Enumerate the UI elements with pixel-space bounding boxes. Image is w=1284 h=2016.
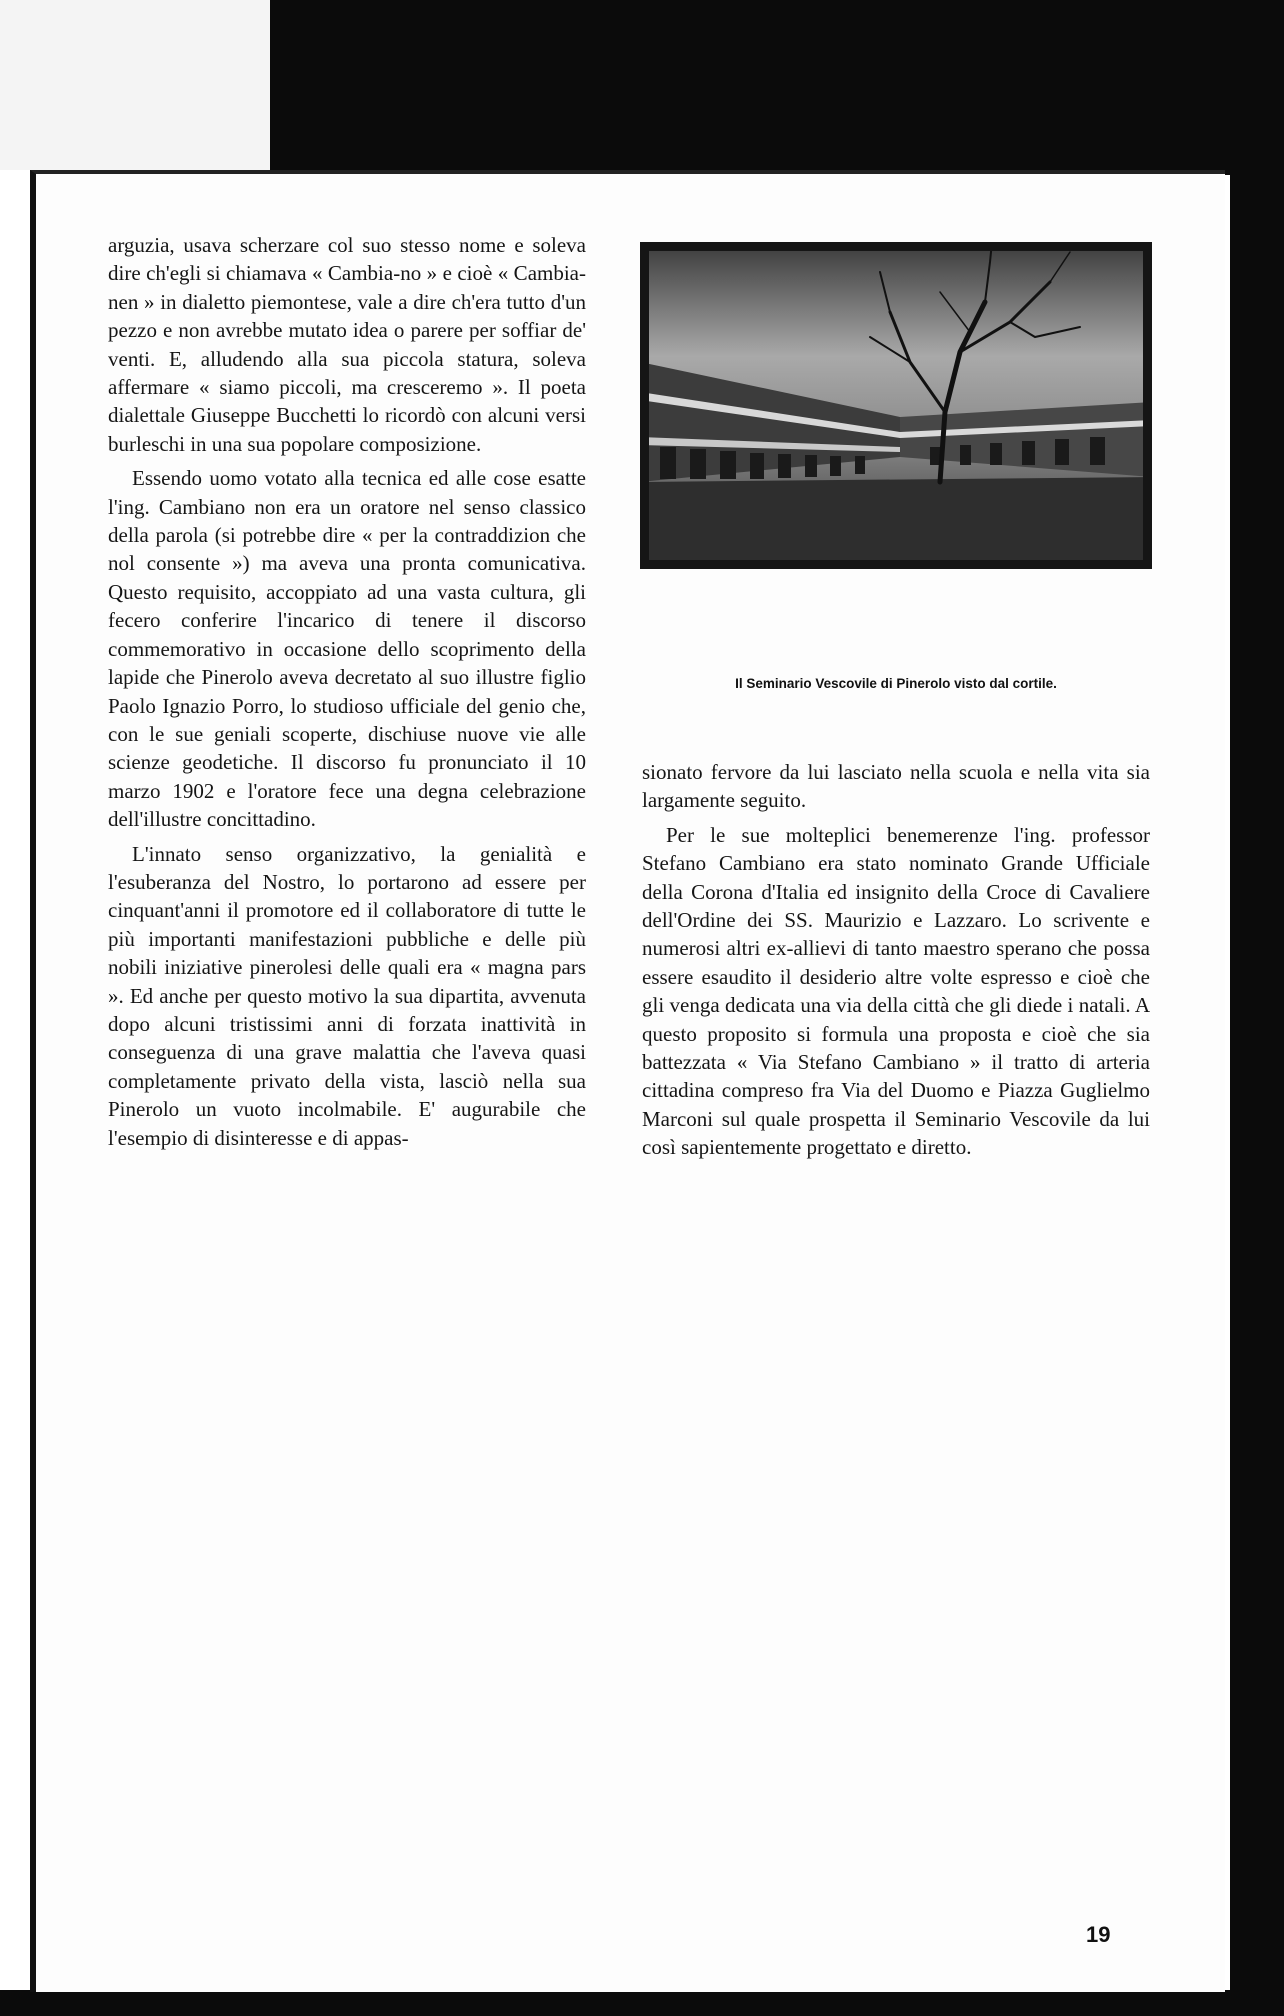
paragraph: L'innato senso organizzativo, la genialità e l'esuberanza del Nostro, lo portarono ad essere per cinquant'anni il promotore ed il collaboratore di tutte le più importanti manifestazioni pubbliche e delle più nobili iniziative pinerolesi delle quali era « magna pars ». Ed anche per questo motivo la sua dipartita, avvenuta dopo alcuni tristissimi anni di forzata inattività in conseguenza di una grave malattia che l'aveva quasi completamente privato della vista, lasciò nella sua Pinerolo un vuoto incolmabile. E' augurabile che l'esempio di disinteresse e di appas- — [108, 841, 586, 1150]
left-text-column — [108, 231, 586, 1152]
document-page — [30, 170, 1225, 1992]
right-text-column — [642, 758, 1150, 1162]
scan-margin-left — [0, 0, 270, 170]
paragraph: Per le sue molteplici benemerenze l'ing. professor Stefano Cambiano era stato nominato Grande Ufficiale della Corona d'Italia ed insignito della Croce di Cavaliere dell'Ordine dei SS. Maurizio e Lazzaro. Lo scrivente e numerosi altri ex-allievi di tanto maestro sperano che possa essere esaudito il desiderio altre volte espresso e cioè che gli venga dedicata una via della città che gli diede i natali. A questo proposito si formula una proposta e cioè che sia battezzata « Via Stefano Cambiano » il tratto di arteria cittadina compreso fra Via del Duomo e Piazza Guglielmo Marconi sul quale prospetta il Seminario Vescovile da lui così sapientemente progettato e diretto. — [642, 822, 1150, 1160]
page-number: 19 — [1086, 1922, 1111, 1947]
paragraph: sionato fervore da lui lasciato nella scuola e nella vita sia largamente seguito. — [642, 760, 1150, 813]
scan-border-top — [270, 0, 1284, 175]
paragraph: arguzia, usava scherzare col suo stesso nome e soleva dire ch'egli si chiamava « Cambia-no » e cioè « Cambia-nen » in dialetto piemontese, vale a dire ch'era tutto d'un pezzo e non avrebbe mutato idea o parere per soffiar de' venti. E, alludendo alla sua piccola statura, soleva affermare « siamo piccoli, ma cresceremo ». Il poeta dialettale Giuseppe Bucchetti lo ricordò con alcuni versi burleschi in una sua popolare composizione. — [108, 233, 586, 456]
figure-caption: Il Seminario Vescovile di Pinerolo visto dal cortile. — [735, 676, 1057, 691]
paragraph: Essendo uomo votato alla tecnica ed alle cose esatte l'ing. Cambiano non era un oratore nel senso classico della parola (si potrebbe dire « per la contraddizion che nol consente ») ma aveva una pronta comunicativa. Questo requisito, accoppiato ad una vasta cultura, gli fecero conferire l'incarico di tenere il discorso commemorativo in occasione dello scoprimento della lapide che Pinerolo aveva decretato al suo illustre figlio Paolo Ignazio Porro, lo studioso ufficiale del genio che, con le sue geniali scoperte, dischiuse nuove vie alle scienze geodetiche. Il discorso fu pronunciato il 10 marzo 1902 e l'oratore fece una degna celebrazione dell'illustre concittadino. — [108, 466, 586, 832]
scan-border-bottom — [0, 1990, 1284, 2016]
courtyard-illustration — [640, 242, 1152, 569]
scan-border-right — [1230, 0, 1284, 2016]
seminary-courtyard-photo — [640, 242, 1152, 569]
